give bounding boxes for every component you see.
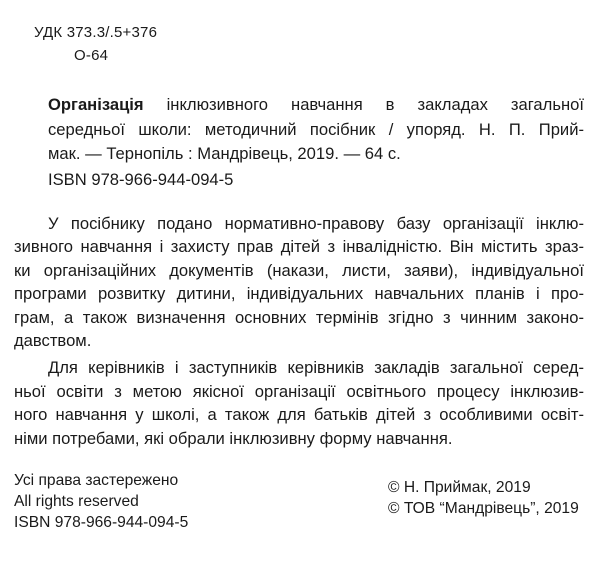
biblio-line-1 xyxy=(48,93,584,118)
annotation-line: Для керівників і заступників керівників закладів загальної серед- xyxy=(48,358,584,378)
bibliographic-record xyxy=(48,93,584,167)
annotation-line: давством. xyxy=(14,331,92,351)
annotation-line: зивного навчання і захисту прав дітей з інвалідністю. Він містить зраз- xyxy=(14,237,584,257)
isbn-bottom: ISBN 978-966-944-094-5 xyxy=(14,514,189,531)
footer-rights xyxy=(14,470,188,533)
annotation-paragraph-1 xyxy=(14,212,584,352)
author-mark: О-64 xyxy=(74,47,109,64)
biblio-line-2: середньої школи: методичний посібник / упоряд. Н. П. Прий- xyxy=(48,119,584,139)
rights-en: All rights reserved xyxy=(14,493,139,510)
annotation-line: німи потребами, які обрали інклюзивну форму навчання. xyxy=(14,428,453,448)
udc-code: УДК 373.3/.5+376 xyxy=(34,24,158,41)
isbn-top: ISBN 978-966-944-094-5 xyxy=(48,170,234,189)
annotation-line: грам, а також визначення основних термінів згідно з чинним законо- xyxy=(14,307,584,327)
biblio-line-3: мак. — Тернопіль : Мандрівець, 2019. — 64 с. xyxy=(48,144,401,164)
annotation xyxy=(14,212,584,450)
annotation-paragraph-2 xyxy=(14,356,584,450)
annotation-line: програми розвитку дитини, індивідуальних навчальних планів і про- xyxy=(14,284,584,304)
book-title: Організація xyxy=(48,95,144,114)
annotation-line: ного навчання у школі, а також для батьків дітей з особливими освіт- xyxy=(14,405,584,425)
biblio-line-1-rest: інклюзивного навчання в закладах загальної xyxy=(166,95,584,114)
annotation-line: ньої освіти з метою якісної організації освітнього процесу інклюзив- xyxy=(14,381,584,401)
footer-copyright xyxy=(388,477,579,519)
annotation-line: ки організаційних документів (накази, листи, заяви), індивідуальної xyxy=(14,260,584,280)
copyright-publisher: © ТОВ “Мандрівець”, 2019 xyxy=(388,500,579,517)
rights-ua: Усі права застережено xyxy=(14,472,179,489)
annotation-line: У посібнику подано нормативно-правову базу організації інклю- xyxy=(48,214,584,233)
copyright-author: © Н. Приймак, 2019 xyxy=(388,479,531,496)
